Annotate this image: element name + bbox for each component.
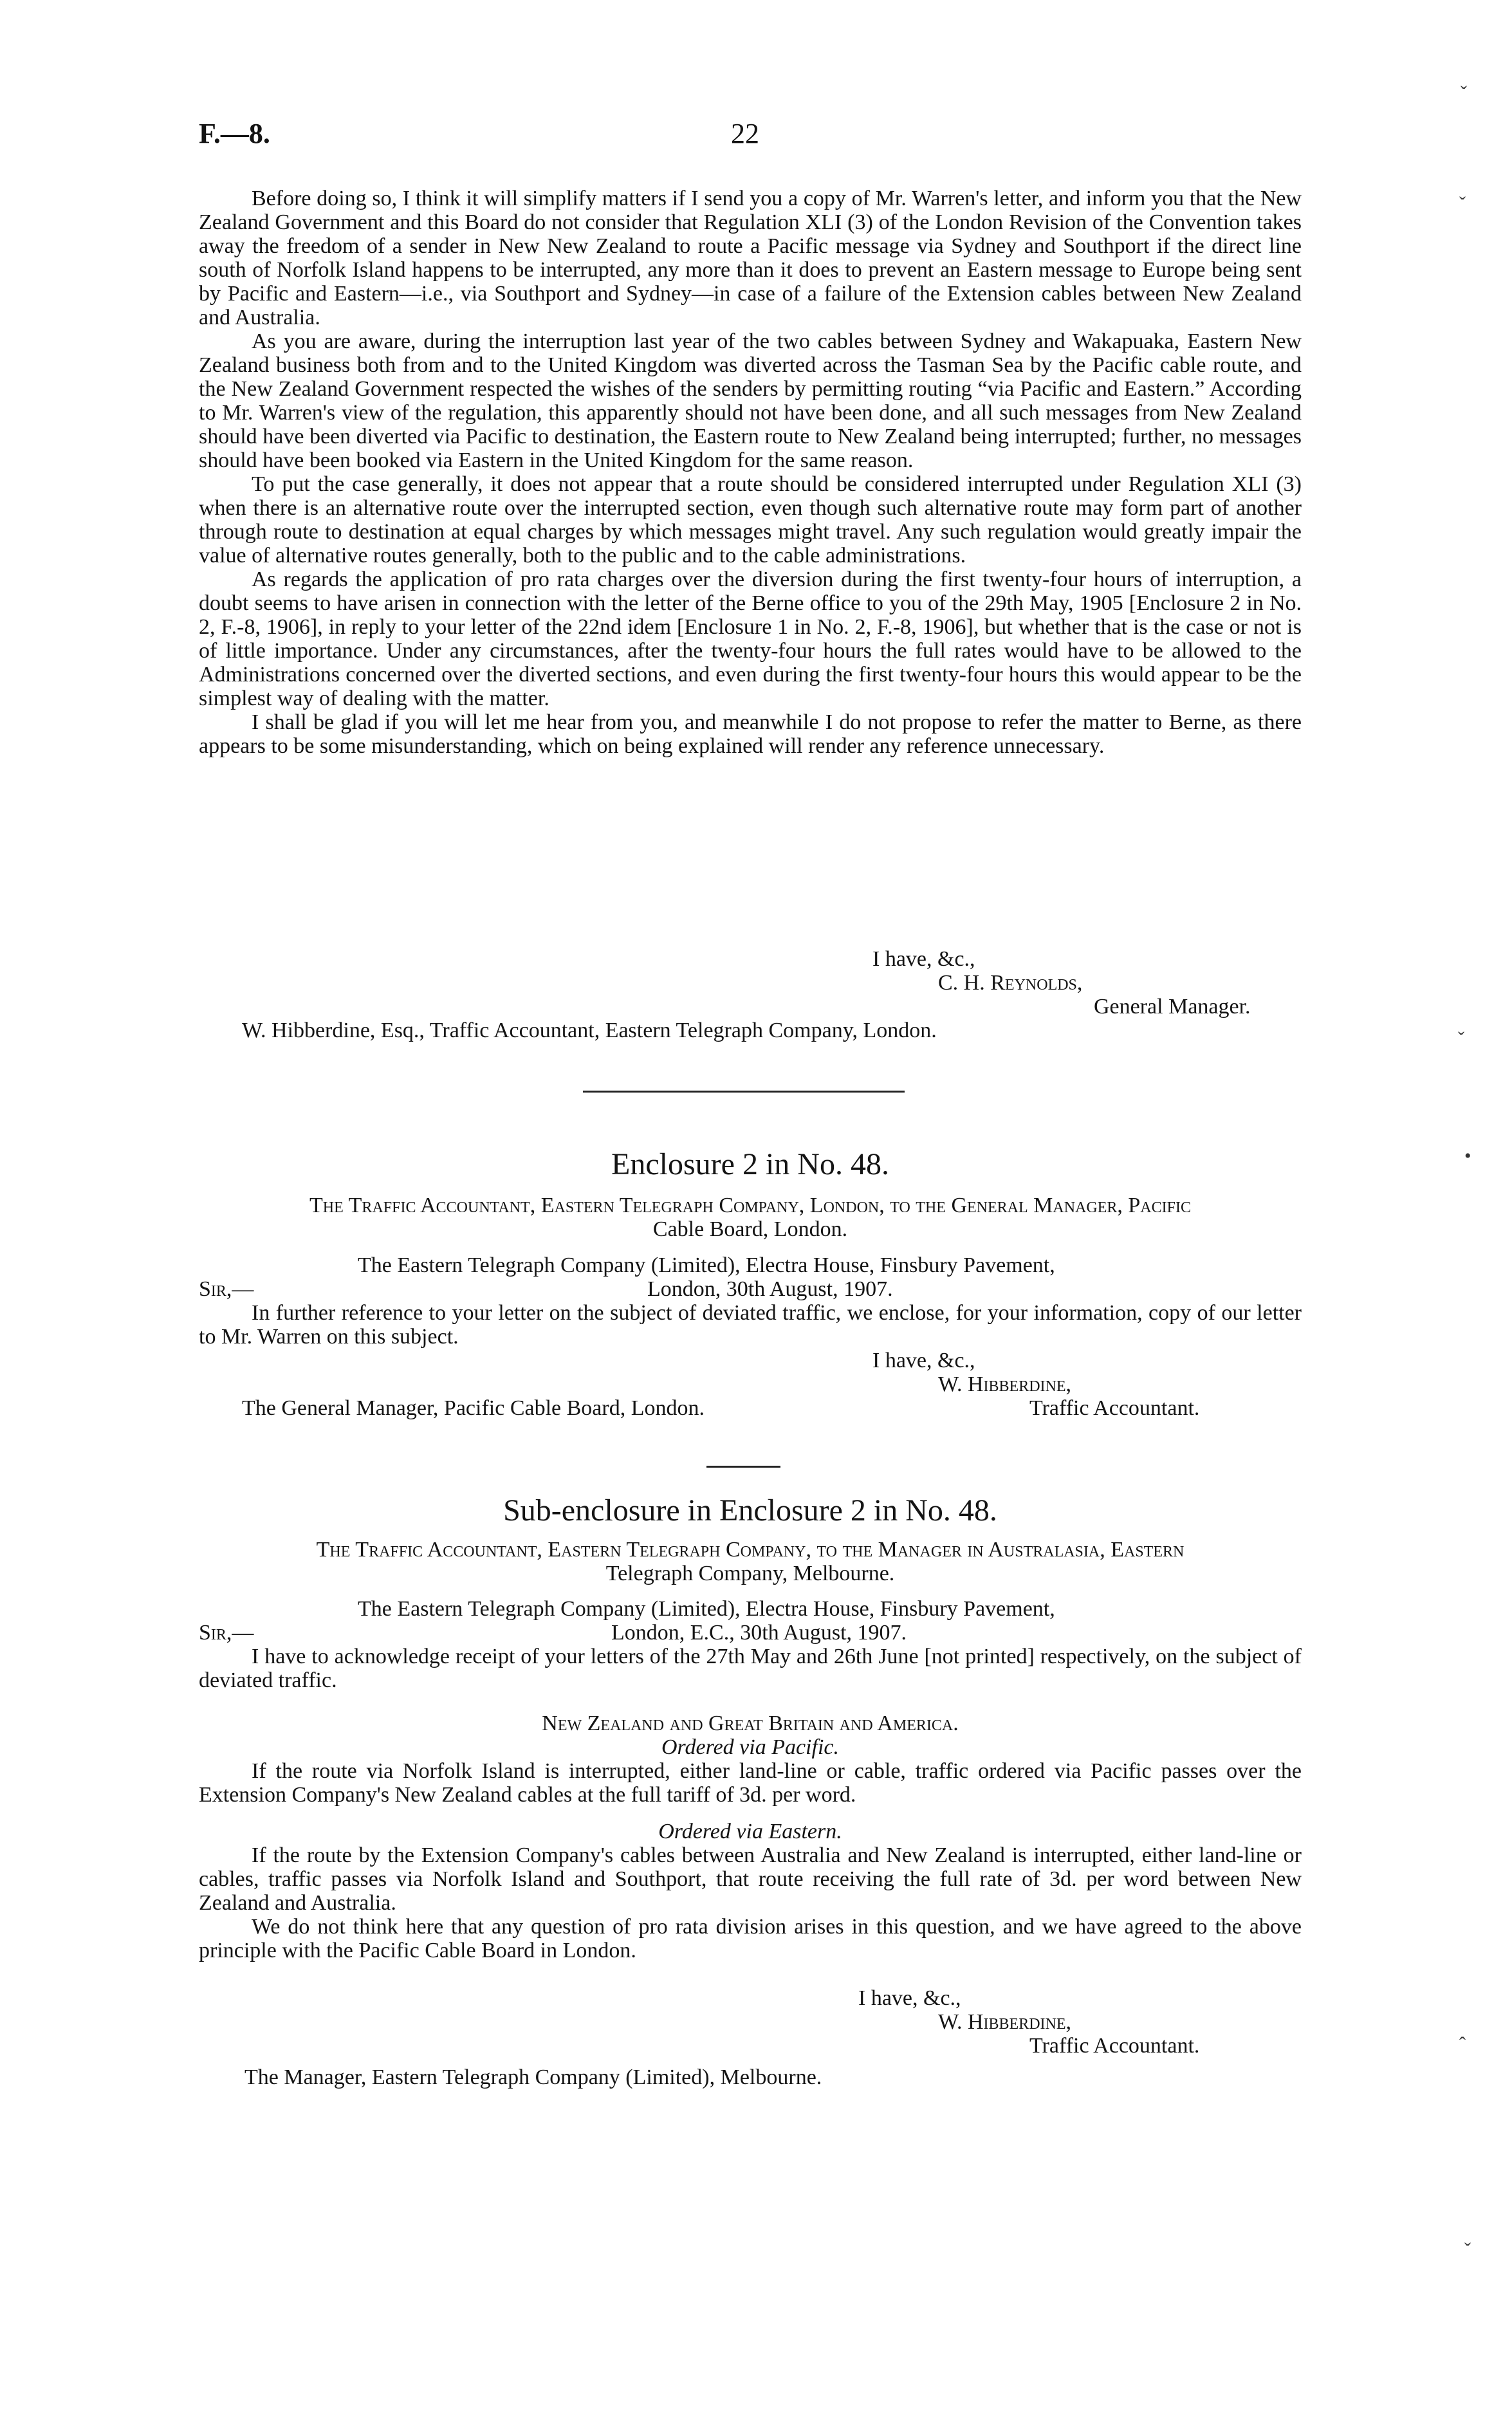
- section-divider: [583, 1091, 905, 1093]
- paragraph: I shall be glad if you will let me hear from you, and meanwhile I do not propose to refer the matter to Berne, as there appears to be some misunderstanding, which on being explained will render any reference unnecessary.: [199, 710, 1302, 758]
- letter-body: [199, 1645, 1302, 1692]
- closing: I have, &c.,: [872, 947, 975, 971]
- document-reference: F.—8.: [199, 118, 270, 149]
- paragraph: To put the case generally, it does not appear that a route should be considered interrupted under Regulation XLI (3) when there is an alternative route over the interrupted section, even though such alternative route may form part of another through route to destination at equal charges by which messages might travel. Any such regulation would greatly impair the value of alternative routes generally, both to the public and to the cable administrations.: [199, 472, 1302, 568]
- paragraph: I have to acknowledge receipt of your letters of the 27th May and 26th June [not printed] respectively, on the subject of deviated traffic.: [199, 1645, 1302, 1692]
- signatory-title: Traffic Accountant.: [1029, 1396, 1200, 1420]
- scan-mark: ˇ: [1464, 2239, 1471, 2260]
- section-divider: [706, 1466, 780, 1468]
- paragraph: In further reference to your letter on the subject of deviated traffic, we enclose, for your information, copy of our letter to Mr. Warren on this subject.: [199, 1301, 1302, 1349]
- closing: I have, &c.,: [872, 1349, 975, 1372]
- address-line: The Eastern Telegraph Company (Limited), Electra House, Finsbury Pavement,: [358, 1253, 1055, 1277]
- scan-mark: ˇ: [1459, 193, 1466, 214]
- paragraph: If the route by the Extension Company's cables between Australia and New Zealand is interrupted, either land-line or cables, traffic passes via Norfolk Island and Southport, that route receiving the full rate of 3d. per word between New Zealand and Australia.: [199, 1843, 1302, 1915]
- signatory: W. Hibberdine,: [938, 1372, 1072, 1396]
- address-line: London, E.C., 30th August, 1907.: [611, 1621, 907, 1645]
- from-to-line: Telegraph Company, Melbourne.: [605, 1562, 895, 1585]
- address-line: The Eastern Telegraph Company (Limited), Electra House, Finsbury Pavement,: [358, 1597, 1055, 1621]
- salutation: Sir,—: [199, 1621, 254, 1645]
- scan-mark: ˇ: [1458, 1028, 1464, 1049]
- salutation: Sir,—: [199, 1277, 254, 1301]
- signatory: W. Hibberdine,: [938, 2010, 1072, 2034]
- signatory: C. H. Reynolds,: [938, 971, 1083, 995]
- from-to-line: The Traffic Accountant, Eastern Telegraph Company, to the Manager in Australasia, Eastern: [316, 1538, 1185, 1562]
- closing: I have, &c.,: [858, 1986, 961, 2010]
- paragraph: Before doing so, I think it will simplify matters if I send you a copy of Mr. Warren's letter, and inform you that the New Zealand Government and this Board do not consider that Regulation XLI (3) of the London Revision of the Convention takes away the freedom of a sender in New New Zealand to route a Pacific message via Sydney and Southport if the direct line south of Norfolk Island happens to be interrupted, any more than it does to prevent an Eastern message to Europe being sent by Pacific and Eastern—i.e., via Southport and Sydney—in case of a failure of the Extension cables between New Zealand and Australia.: [199, 187, 1302, 329]
- subheading: Ordered via Pacific.: [661, 1735, 839, 1759]
- paragraph: As regards the application of pro rata charges over the diversion during the first twenty-four hours of interruption, a doubt seems to have arisen in connection with the letter of the Berne office to you of the 29th May, 1905 [Enclosure 2 in No. 2, F.-8, 1906], in reply to your letter of the 22nd idem [Enclosure 1 in No. 2, F.-8, 1906], but whether that is the case or not is of little importance. Under any circumstances, after the twenty-four hours the full rates would have to be allowed to the Administrations concerned over the diverted sections, and even during the first twenty-four hours this would appear to be the simplest way of dealing with the matter.: [199, 568, 1302, 710]
- subheading: Ordered via Eastern.: [658, 1820, 842, 1843]
- scan-mark: ˆ: [1459, 2033, 1466, 2054]
- letter-body: [199, 1843, 1302, 1962]
- page-number: 22: [731, 118, 759, 149]
- paragraph: We do not think here that any question of pro rata division arises in this question, and we have agreed to the above principle with the Pacific Cable Board in London.: [199, 1915, 1302, 1962]
- letter-body: [199, 187, 1302, 758]
- signatory-title: General Manager.: [1094, 995, 1251, 1019]
- letter-body: [199, 1759, 1302, 1807]
- section-heading: Sub-enclosure in Enclosure 2 in No. 48.: [503, 1493, 997, 1528]
- paragraph: If the route via Norfolk Island is interrupted, either land-line or cable, traffic ordered via Pacific passes over the Extension Company's New Zealand cables at the full tariff of 3d. per word.: [199, 1759, 1302, 1807]
- address-line: London, 30th August, 1907.: [647, 1277, 893, 1301]
- section-title: New Zealand and Great Britain and America.: [542, 1712, 959, 1735]
- scan-mark: ˇ: [1461, 82, 1467, 104]
- from-to-line: Cable Board, London.: [652, 1217, 848, 1241]
- addressee: W. Hibberdine, Esq., Traffic Accountant, Eastern Telegraph Company, London.: [242, 1019, 937, 1042]
- addressee: The Manager, Eastern Telegraph Company (Limited), Melbourne.: [244, 2065, 822, 2089]
- paragraph: As you are aware, during the interruption last year of the two cables between Sydney and Wakapuaka, Eastern New Zealand business both from and to the United Kingdom was diverted across the Tasman Sea by the Pacific cable route, and the New Zealand Government respected the wishes of the senders by permitting routing “via Pacific and Eastern.” According to Mr. Warren's view of the regulation, this apparently should not have been done, and all such messages from New Zealand should have been diverted via Pacific to destination, the Eastern route to New Zealand being interrupted; further, no messages should have been booked via Eastern in the United Kingdom for the same reason.: [199, 329, 1302, 472]
- from-to-line: The Traffic Accountant, Eastern Telegraph Company, London, to the General Manager, Pacific: [309, 1194, 1191, 1217]
- signatory-title: Traffic Accountant.: [1029, 2034, 1200, 2058]
- addressee: The General Manager, Pacific Cable Board, London.: [242, 1396, 705, 1420]
- scan-mark: •: [1464, 1145, 1471, 1167]
- letter-body: [199, 1301, 1302, 1349]
- section-heading: Enclosure 2 in No. 48.: [611, 1147, 889, 1181]
